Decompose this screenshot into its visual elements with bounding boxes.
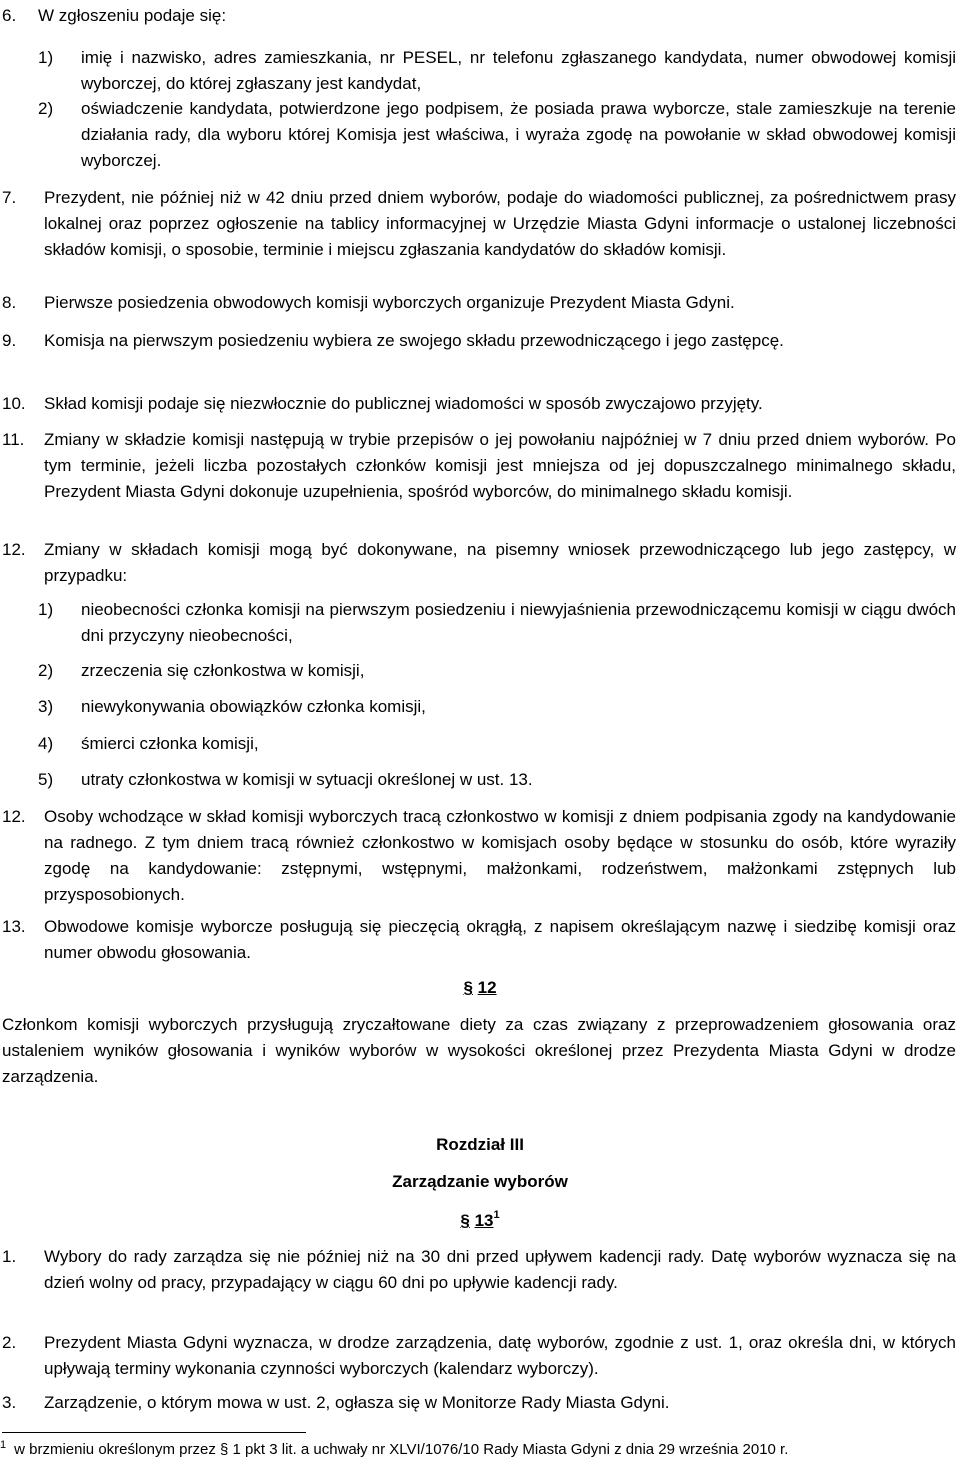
chapter-title: Rozdział III	[436, 1135, 524, 1154]
footnote-reference[interactable]: 1	[493, 1209, 500, 1222]
item-number: 12.	[2, 807, 26, 826]
item-number: 9.	[2, 331, 17, 350]
subitem-text: zrzeczenia się członkostwa w komisji,	[81, 661, 365, 680]
item-number: 6.	[2, 6, 17, 25]
subitem-text: oświadczenie kandydata, potwierdzone jego podpisem, że posiada prawa wyborcze, stale zamieszkuje na terenie działania rady, dla wyboru której Komisja jest właściwa, i wyraża zgodę na powołanie w skład obwodowej komisji wyborczej.	[81, 99, 956, 170]
item-text: Osoby wchodzące w skład komisji wyborczych tracą członkostwo w komisji z dniem podpisania zgody na kandydowanie na radnego. Z tym dniem tracą również członkostwo w komisjach osoby będące w stosunku do osób, które wyraziły zgodę na kandydowanie: zstępnymi, wstępnymi, małżonkami, rodzeństwem, małżonkami zstępnych lub przysposobionych.	[44, 807, 956, 904]
subitem-text: śmierci członka komisji,	[81, 734, 259, 753]
footnote-mark: 1	[0, 1439, 7, 1451]
item-text: Prezydent, nie później niż w 42 dniu przed dniem wyborów, podaje do wiadomości publicznej, za pośrednictwem prasy lokalnej oraz poprzez ogłoszenie na tablicy informacyjnej w Urzędzie Miasta Gdyni informacje o ustalonej liczebności składów komisji, o sposobie, terminie i miejscu zgłaszania kandydatów do składów komisji.	[44, 188, 956, 259]
footnote	[0, 1440, 788, 1461]
subitem-text: nieobecności członka komisji na pierwszym posiedzeniu i niewyjaśnienia przewodniczącemu komisji w ciągu dwóch dni przyczyny nieobecności,	[81, 600, 956, 645]
section-number: 13	[474, 1211, 494, 1230]
item-text: Zmiany w składzie komisji następują w trybie przepisów o jej powołaniu najpóźniej w 7 dniu przed dniem wyborów. Po tym terminie, jeżeli liczba pozostałych członków komisji jest mniejsza od jej dopuszczalnego minimalnego składu, Prezydent Miasta Gdyni dokonuje uzupełnienia, spośród wyborców, do minimalnego składu komisji.	[44, 430, 956, 501]
item-text: Skład komisji podaje się niezwłocznie do publicznej wiadomości w sposób zwyczajowo przyjęty.	[44, 394, 763, 413]
item-number: 13.	[2, 917, 26, 936]
subitem-number: 5)	[38, 770, 54, 789]
item-number: 8.	[2, 293, 17, 312]
item-number: 3.	[2, 1393, 17, 1412]
item-number: 7.	[2, 188, 17, 207]
section-number: 12	[477, 978, 497, 997]
section-heading	[0, 1208, 960, 1234]
section-sign: §	[463, 978, 473, 997]
item-text: Komisja na pierwszym posiedzeniu wybiera ze swojego składu przewodniczącego i jego zastępcę.	[44, 331, 784, 350]
item-text: Wybory do rady zarządza się nie później niż na 30 dni przed upływem kadencji rady. Datę wyborów wyznacza się na dzień wolny od pracy, przypadający w ciągu 60 dni po upływie kadencji rady.	[44, 1247, 956, 1292]
subitem-text: imię i nazwisko, adres zamieszkania, nr PESEL, nr telefonu zgłaszanego kandydata, numer obwodowej komisji wyborczej, do której zgłaszany jest kandydat,	[81, 48, 956, 93]
item-text: W zgłoszeniu podaje się:	[38, 6, 227, 25]
item-text: Obwodowe komisje wyborcze posługują się pieczęcią okrągłą, z napisem określającym nazwę i siedzibę komisji oraz numer obwodu głosowania.	[44, 917, 956, 962]
subitem-number: 2)	[38, 661, 54, 680]
item-number: 12.	[2, 540, 26, 559]
section-sign: §	[460, 1211, 470, 1230]
item-text: Prezydent Miasta Gdyni wyznacza, w drodze zarządzenia, datę wyborów, zgodnie z ust. 1, oraz określa dni, w których upływają terminy wykonania czynności wyborczych (kalendarz wyborczy).	[44, 1333, 956, 1378]
section-text: Członkom komisji wyborczych przysługują zryczałtowane diety za czas związany z przeprowadzeniem głosowania oraz ustaleniem wyników głosowania i wyników wyborów w wysokości określonej przez Prezydenta Miasta Gdyni w drodze zarządzenia.	[2, 1015, 956, 1086]
item-number: 2.	[2, 1333, 17, 1352]
footnote-separator	[2, 1432, 306, 1433]
subitem-text: utraty członkostwa w komisji w sytuacji określonej w ust. 13.	[81, 770, 533, 789]
item-text: Pierwsze posiedzenia obwodowych komisji wyborczych organizuje Prezydent Miasta Gdyni.	[44, 293, 735, 312]
subitem-number: 2)	[38, 99, 54, 118]
footnote-text: w brzmieniu określonym przez § 1 pkt 3 lit. a uchwały nr XLVI/1076/10 Rady Miasta Gdyni z dnia 29 września 2010 r.	[14, 1441, 789, 1458]
subitem-number: 4)	[38, 734, 54, 753]
section-heading	[0, 975, 960, 1001]
item-text: Zarządzenie, o którym mowa w ust. 2, ogłasza się w Monitorze Rady Miasta Gdyni.	[44, 1393, 670, 1412]
item-number: 1.	[2, 1247, 17, 1266]
item-number: 10.	[2, 394, 26, 413]
subitem-text: niewykonywania obowiązków członka komisji,	[81, 697, 426, 716]
subitem-number: 1)	[38, 600, 54, 619]
subitem-number: 1)	[38, 48, 54, 67]
chapter-subtitle: Zarządzanie wyborów	[392, 1172, 568, 1191]
item-text: Zmiany w składach komisji mogą być dokonywane, na pisemny wniosek przewodniczącego lub jego zastępcy, w przypadku:	[44, 540, 956, 585]
subitem-number: 3)	[38, 697, 54, 716]
item-number: 11.	[2, 430, 25, 449]
